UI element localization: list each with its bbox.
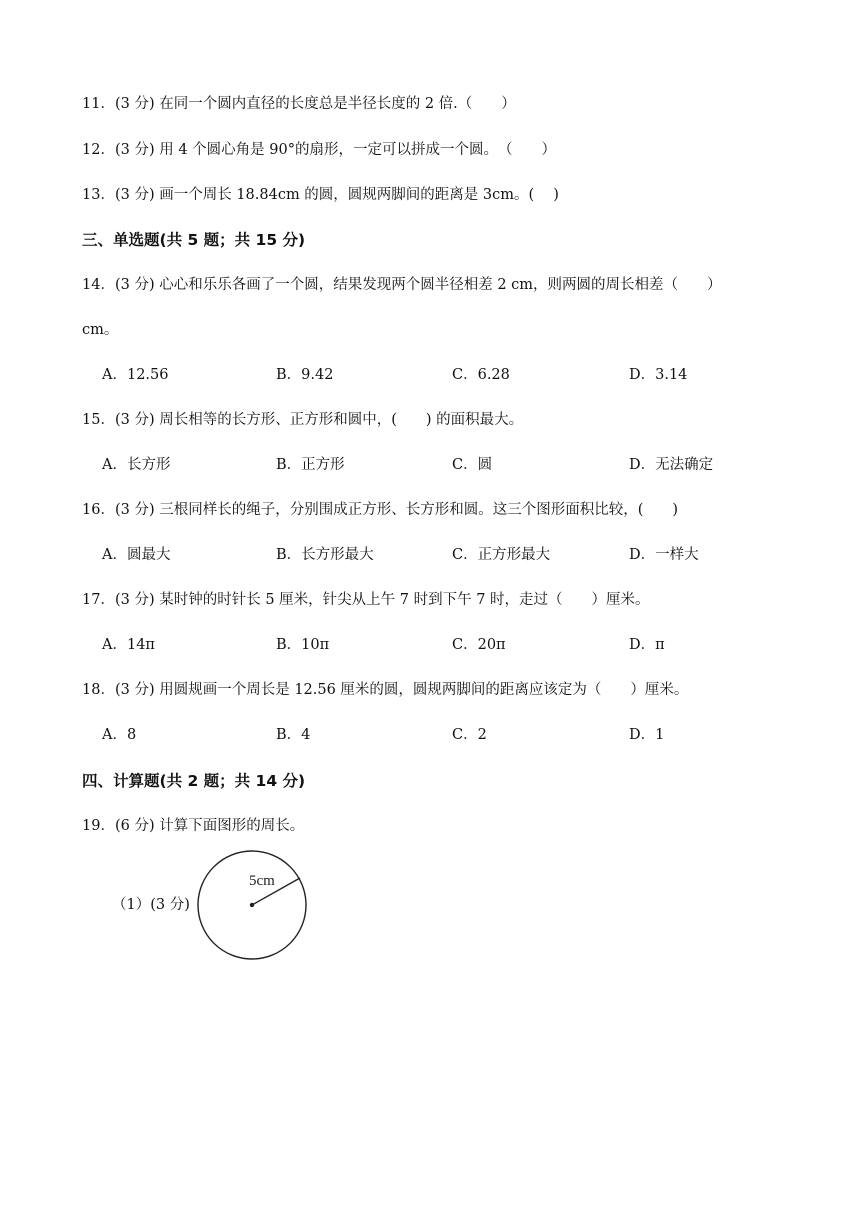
question-18-stem: 18．(3 分) 用圆规画一个周长是 12.56 厘米的圆，圆规两脚间的距离应该定为（ ）厘米。 bbox=[82, 682, 689, 698]
question-14-stem: 14．(3 分) 心心和乐乐各画了一个圆，结果发现两个圆半径相差 2 cm，则两圆的周长相差（ ） bbox=[82, 277, 722, 293]
q18-option-c: C．2 bbox=[452, 727, 487, 743]
question-13: 13．(3 分) 画一个周长 18.84cm 的圆，圆规两脚间的距离是 3cm。( ) bbox=[82, 187, 559, 203]
q17-option-a: A．14π bbox=[102, 637, 155, 653]
q14-option-a: A．12.56 bbox=[102, 367, 169, 383]
q15-option-c: C．圆 bbox=[452, 457, 493, 473]
q16-option-d: D．一样大 bbox=[629, 547, 699, 563]
radius-label: 5cm bbox=[249, 873, 275, 889]
question-19-part-1-label: （1）(3 分) bbox=[112, 897, 190, 913]
q17-option-d: D．π bbox=[629, 637, 665, 653]
question-19-stem: 19．(6 分) 计算下面图形的周长。 bbox=[82, 818, 305, 834]
q15-option-b: B．正方形 bbox=[276, 457, 345, 473]
circle-figure bbox=[195, 848, 309, 962]
q16-option-c: C．正方形最大 bbox=[452, 547, 551, 563]
q16-option-b: B．长方形最大 bbox=[276, 547, 374, 563]
question-12: 12．(3 分) 用 4 个圆心角是 90°的扇形，一定可以拼成一个圆。 （ ） bbox=[82, 142, 556, 158]
section-4-heading: 四、计算题(共 2 题；共 14 分) bbox=[82, 772, 306, 790]
question-16-stem: 16．(3 分) 三根同样长的绳子，分别围成正方形、长方形和圆。这三个图形面积比较，( ) bbox=[82, 502, 679, 518]
question-15-stem: 15．(3 分) 周长相等的长方形、正方形和圆中，( ) 的面积最大。 bbox=[82, 412, 524, 428]
q14-option-d: D．3.14 bbox=[629, 367, 688, 383]
question-11: 11．(3 分) 在同一个圆内直径的长度总是半径长度的 2 倍.（ ） bbox=[82, 96, 516, 112]
q15-option-a: A．长方形 bbox=[102, 457, 171, 473]
center-dot bbox=[250, 903, 254, 907]
q18-option-a: A．8 bbox=[102, 727, 137, 743]
q14-option-b: B．9.42 bbox=[276, 367, 334, 383]
q18-option-d: D．1 bbox=[629, 727, 665, 743]
q18-option-b: B．4 bbox=[276, 727, 311, 743]
q17-option-c: C．20π bbox=[452, 637, 506, 653]
q15-option-d: D．无法确定 bbox=[629, 457, 714, 473]
question-14-stem-continued: cm。 bbox=[82, 322, 119, 338]
q16-option-a: A．圆最大 bbox=[102, 547, 171, 563]
q14-option-c: C．6.28 bbox=[452, 367, 510, 383]
section-3-heading: 三、单选题(共 5 题；共 15 分) bbox=[82, 231, 306, 249]
question-17-stem: 17．(3 分) 某时钟的时针长 5 厘米，针尖从上午 7 时到下午 7 时，走过（ ）厘米。 bbox=[82, 592, 650, 608]
q17-option-b: B．10π bbox=[276, 637, 330, 653]
